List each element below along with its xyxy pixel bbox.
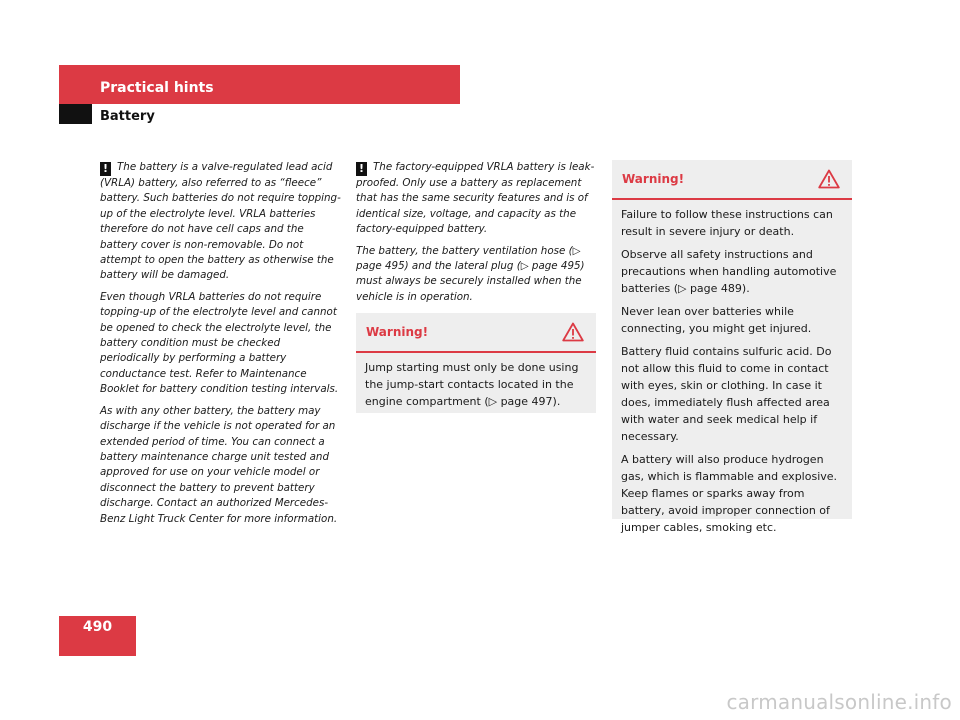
warning-header xyxy=(356,313,596,353)
note-paragraph: ! The factory-equipped VRLA battery is leak-proofed. Only use a battery as replacement that has the same security features and is of identical size, voltage, and capacity as the factory-equipped battery. xyxy=(356,161,595,236)
note-paragraph: ! The battery is a valve-regulated lead acid (VRLA) battery, also referred to as “fleece” battery. Such batteries do not require topping-up of the electrolyte level. VRLA batteries therefore do not have cell caps and the battery cover is non-removable. Do not attempt to open the battery as otherwise the battery will be damaged. xyxy=(100,161,341,282)
header-tab-marker xyxy=(59,104,92,124)
watermark: carmanualsonline.info xyxy=(726,690,952,714)
warning-paragraph: Never lean over batteries while connecting, you might get injured. xyxy=(621,305,812,335)
exclamation-icon: ! xyxy=(356,162,367,176)
warning-paragraph: Observe all safety instructions and precautions when handling automotive batteries (▷ page 489). xyxy=(621,248,837,295)
exclamation-icon: ! xyxy=(100,162,111,176)
warning-body xyxy=(612,200,852,550)
column-middle xyxy=(356,160,596,311)
body-paragraph: As with any other battery, the battery may discharge if the vehicle is not operated for an extended period of time. You can connect a battery maintenance charge unit tested and approved for use on your vehicle model or disconnect the battery to prevent battery discharge. Contact an authorized Mercedes-Benz Light Truck Center for more information. xyxy=(100,404,338,525)
page-title: Battery xyxy=(100,109,155,124)
warning-triangle-icon xyxy=(562,322,584,342)
warning-title: Warning! xyxy=(622,172,685,186)
warning-paragraph: A battery will also produce hydrogen gas, which is flammable and explosive. Keep flames or sparks away from battery, avoid improper connection of jumper cables, smoking etc. xyxy=(621,453,838,534)
page-number: 490 xyxy=(82,619,113,635)
column-left xyxy=(100,160,342,533)
warning-body xyxy=(356,353,596,424)
warning-header xyxy=(612,160,852,200)
warning-paragraph: Battery fluid contains sulfuric acid. Do not allow this fluid to come in contact with eyes, skin or clothing. In case it does, immediately flush affected area with water and seek medical help if necessary. xyxy=(621,345,832,443)
body-paragraph: The battery, the battery ventilation hose (▷ page 495) and the lateral plug (▷ page 495) must always be securely installed when the vehicle is in operation. xyxy=(356,244,585,303)
warning-paragraph: Jump starting must only be done using the jump-start contacts located in the engine compartment (▷ page 497). xyxy=(365,361,579,408)
warning-paragraph: Failure to follow these instructions can result in severe injury or death. xyxy=(621,208,833,238)
warning-box-battery-safety xyxy=(612,160,852,534)
body-paragraph: Even though VRLA batteries do not require topping-up of the electrolyte level and cannot be opened to check the electrolyte level, the battery condition must be checked periodically by performing a battery conductance test. Refer to Maintenance Booklet for battery condition testing intervals. xyxy=(100,290,339,396)
warning-title: Warning! xyxy=(366,325,429,339)
warning-box-jump-start xyxy=(356,313,596,413)
section-title: Practical hints xyxy=(100,80,214,96)
warning-triangle-icon xyxy=(818,169,840,189)
